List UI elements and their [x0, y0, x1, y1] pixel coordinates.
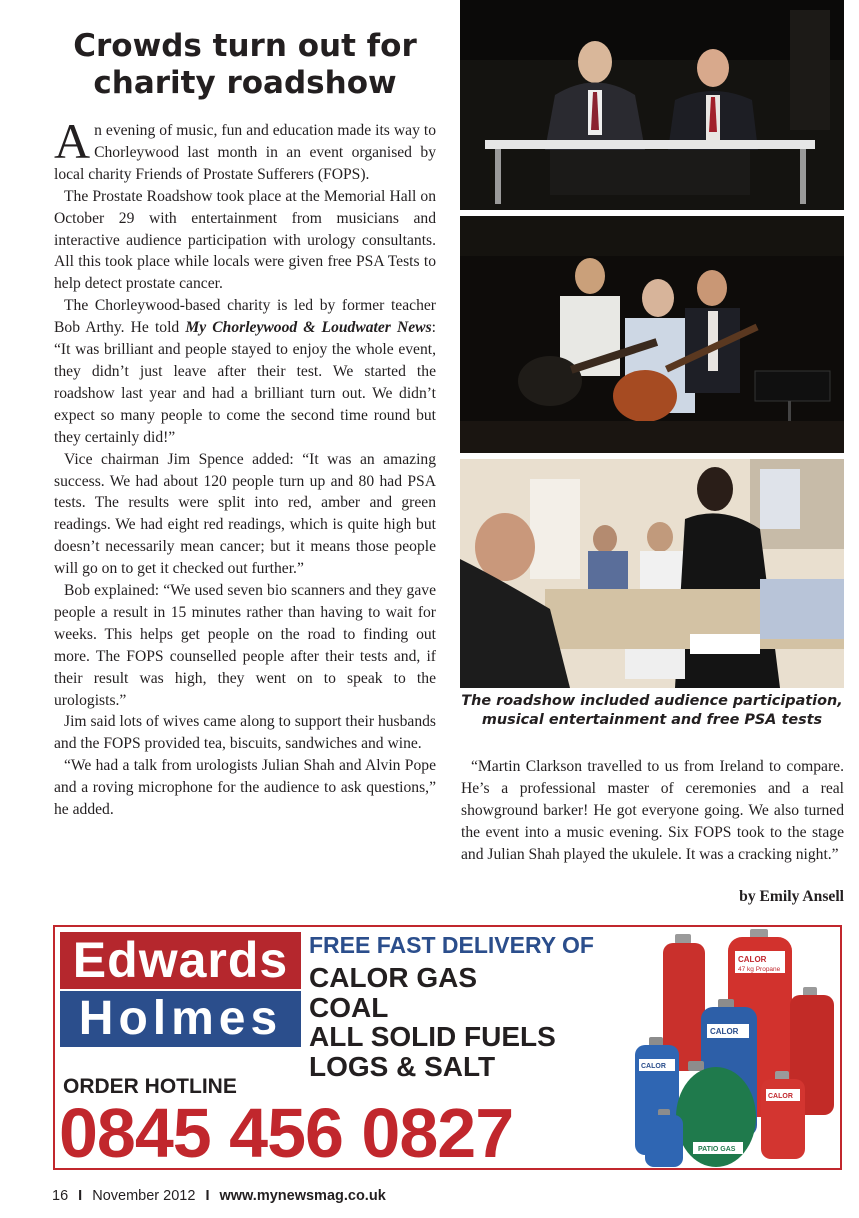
- ad-brand-holmes: Holmes: [60, 991, 301, 1047]
- paragraph-7: “We had a talk from urologists Julian Shah and Alvin Pope and a roving microphone for the audience to ask questions,” he added.: [54, 757, 436, 819]
- ad-headline: FREE FAST DELIVERY OF: [309, 932, 594, 958]
- cylinder-label-brand: CALOR: [768, 1093, 793, 1100]
- ad-product-list: [309, 963, 556, 1081]
- page-footer: [52, 1188, 386, 1204]
- ad-hotline-number[interactable]: 0845 456 0827: [59, 1094, 514, 1170]
- ad-product-item: ALL SOLID FUELS: [309, 1021, 556, 1052]
- gas-cylinders-illustration: [633, 929, 838, 1169]
- paragraph-4: Vice chairman Jim Spence added: “It was an amazing success. We had about 120 people turn up and 80 had PSA tests. The results were split into red, amber and green readings. We had eight red readings, which is quite high but doesn’t necessarily mean cancer; but it means those people will go on to get it checked out further.”: [54, 450, 436, 578]
- ad-hotline-label: ORDER HOTLINE: [63, 1075, 237, 1098]
- paragraph-6: Jim said lots of wives came along to support their husbands and the FOPS provided tea, biscuits, sandwiches and wine.: [54, 713, 436, 753]
- cylinder-label-brand: CALOR: [710, 1027, 739, 1036]
- issue-date: November 2012: [92, 1188, 196, 1204]
- article-body-right-column: [461, 756, 844, 866]
- publication-name: My Chorleywood & Loudwater News: [185, 319, 432, 337]
- cylinder-label-brand: CALOR: [738, 955, 767, 964]
- ad-product-item: CALOR GAS: [309, 962, 477, 993]
- byline: by Emily Ansell: [739, 888, 844, 905]
- cylinder-label-brand: CALOR: [641, 1063, 666, 1070]
- paragraph-2: The Prostate Roadshow took place at the Memorial Hall on October 29 with entertainment from musicians and interactive audience participation with urology consultants. All this took place while locals were given free PSA Tests to help detect prostate cancer.: [54, 187, 436, 293]
- photo-speakers: [460, 0, 844, 210]
- paragraph-1: An evening of music, fun and education made its way to Chorleywood last month in an event organised by local charity Friends of Prostate Sufferers (FOPS).: [54, 113, 436, 183]
- footer-separator: I: [78, 1188, 83, 1204]
- drop-cap: A: [54, 113, 91, 169]
- photo-musicians: [460, 216, 844, 453]
- article-body-left-column: [54, 113, 436, 821]
- footer-separator: I: [205, 1188, 210, 1204]
- paragraph-3: The Chorleywood-based charity is led by former teacher Bob Arthy. He told My Chorleywood & Loudwater News: “It was brilliant and people stayed to enjoy the whole event, they didn’t just leave after their test. We started the roadshow last year and had a brilliant turn out. We didn’t expect so many people to come the second time round but they certainly did!”: [54, 297, 436, 446]
- ad-brand-edwards: Edwards: [60, 932, 301, 989]
- paragraph-5: Bob explained: “We used seven bio scanners and they gave people a result in 15 minutes rather than having to wait for weeks. This helps get people on the road to finding out more. The FOPS counselled people after their tests and, if their result was high, they went on to speak to the urologists.”: [54, 582, 436, 709]
- ad-product-item: COAL: [309, 991, 389, 1023]
- gas-cylinder-blue-small: [645, 1109, 683, 1167]
- headline-line-2: charity roadshow: [93, 65, 397, 101]
- cylinder-patio-label: PATIO GAS: [698, 1146, 736, 1153]
- page-number: 16: [52, 1188, 69, 1204]
- photo-psa-testing: [460, 459, 844, 688]
- advertisement-edwards-holmes[interactable]: [53, 925, 842, 1170]
- cylinder-label-weight: 47 kg Propane: [738, 966, 781, 973]
- paragraph-8: “Martin Clarkson travelled to us from Ireland to compare. He’s a professional master of ceremonies and a real showground barker! He got everyone going. We also turned the event into a music evening. Six FOPS took to the stage and Julian Shah played the ukulele. It was a cracking night.”: [461, 758, 844, 863]
- headline-line-1: Crowds turn out for: [73, 28, 417, 64]
- photo-caption: The roadshow included audience participation, musical entertainment and free PSA tests: [461, 693, 843, 728]
- article-headline: [52, 28, 438, 102]
- ad-product-item: LOGS & SALT: [309, 1050, 496, 1082]
- website-link[interactable]: www.mynewsmag.co.uk: [219, 1188, 386, 1204]
- gas-cylinder-red-front: [761, 1071, 805, 1159]
